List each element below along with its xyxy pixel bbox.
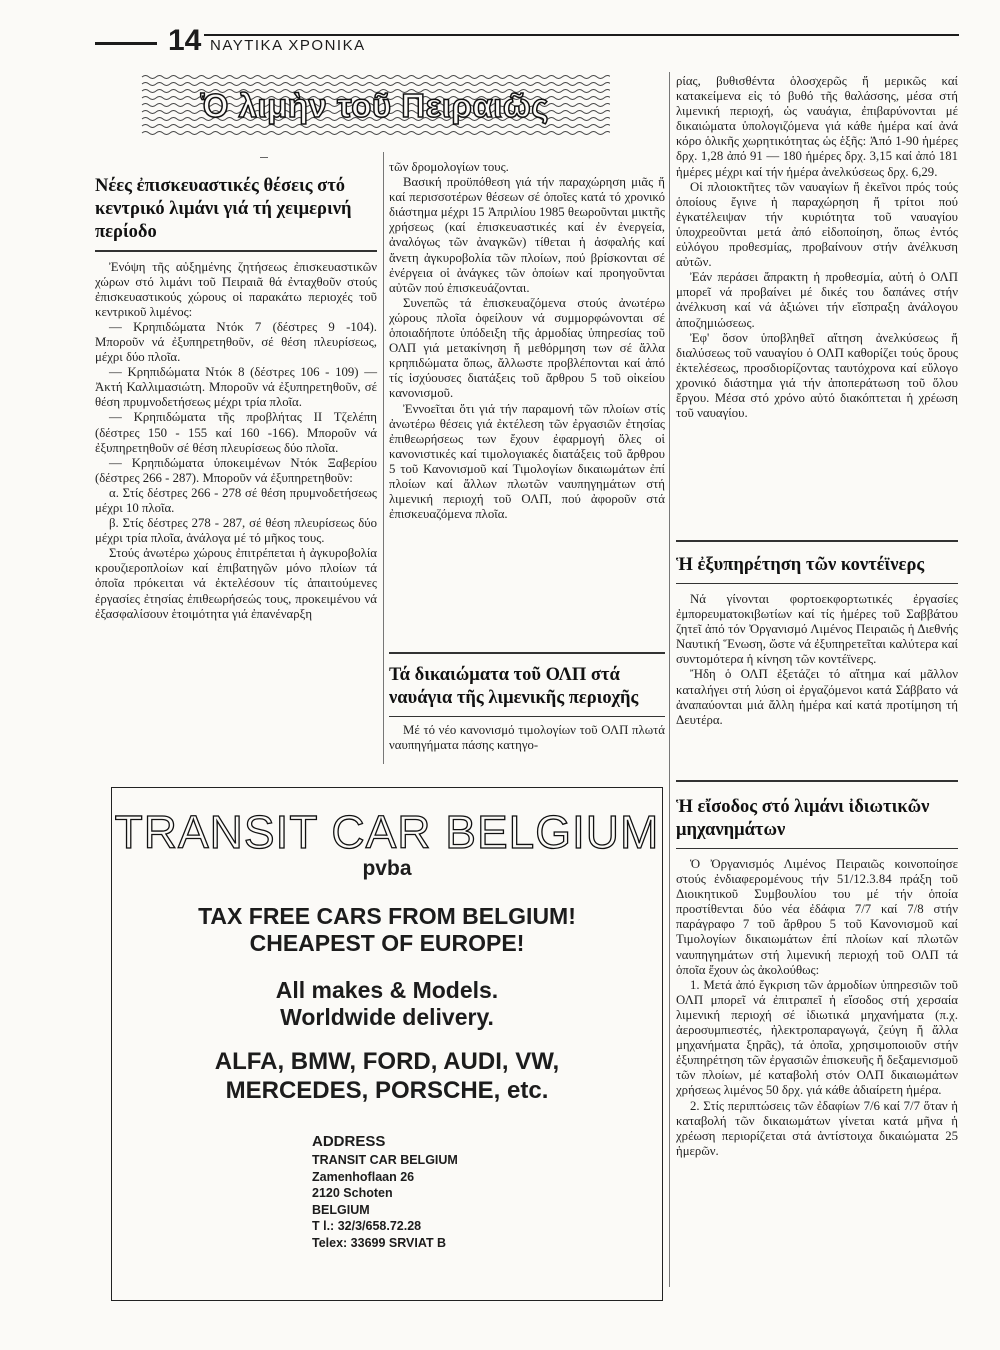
advert-brand-sub: pvba xyxy=(362,857,412,880)
header-rule-left xyxy=(95,42,157,45)
address-line: 2120 Schoten xyxy=(312,1186,393,1200)
paragraph: — Κρηπιδώματα τῆς προβλήτας ΙΙ Τζελέπη (δέστρες 150 - 155 καί 160 -166). Μποροῦν νά ἐξυπηρετηθοῦν σέ θέση πλευρίσεως δύο πλοῖα. xyxy=(95,410,377,455)
address-line: Telex: 33699 SRVIAT B xyxy=(312,1235,447,1250)
column-rule-1 xyxy=(383,152,384,764)
paragraph: — Κρηπιδώματα Ντόκ 7 (δέστρες 9 -104). Μποροῦν νά ἐξυπηρετηθοῦν, σέ θέση πλευρίσεως, μέχρι δύο πλοῖα. xyxy=(95,319,377,365)
address-line: TRANSIT CAR BELGIUM xyxy=(312,1153,458,1167)
paragraph: Βασική προϋπόθεση γιά τήν παραχώρηση μιᾶς ἤ καί περισσοτέρων θέσεων σέ ὁποῖες κατά τό χρονικό διάστημα μέχρι 15 Ἀπριλίου 1985 θεωροῦνται μικτῆς χρήσεως (καί ἐπισκευαστικές καί ἐν ἐνεργεία, ἀναλόγως τῶν ἀναγκῶν) τίθεται ἡ ἀσφαλής καί ἄνετη ἀγκυροβολία τῶν πλοίων, πού βρίσκονται σέ ἐνέργεια οἱ ἀνάγκες τῶν ὁποίων καί προηγοῦνται αὐτῶν πού ἐπισκευάζονται. xyxy=(389,175,665,295)
article-wreck-fees-continued xyxy=(676,74,958,421)
paragraph: Ἤδη ὁ ΟΛΠ ἐξετάζει τό αἴτημα καί μᾶλλον καταλήγει στή λύση οἱ ἐργαζόμενοι κατά Σάββατο νά ἀναπαύονται μιά ἄλλη ἡμέρα καί κατά προτίμηση τή Δευτέρα. xyxy=(676,667,958,727)
paragraph: Μέ τό νέο κανονισμό τιμολογίων τοῦ ΟΛΠ πλωτά ναυπηγήματα πάσης κατηγο- xyxy=(389,723,665,753)
top-mark xyxy=(260,157,268,158)
paragraph: Νά γίνονται φορτοεκφορτωτικές ἐργασίες ἐμπορευματοκιβωτίων καί τίς ἡμέρες τοῦ Σαββάτου ζητεῖ ἀπό τόν Ὀργανισμό Λιμένος Πειραιῶς ἡ Διεθνής Ναυτική Ἕνωση, ὥστε νά ἐξυπηρετεῖται καλύτερα καί συντομότερα ἡ κίνηση τῶν κοντέϊνερς. xyxy=(676,592,958,667)
advert-line-4: Worldwide delivery. xyxy=(280,1004,494,1030)
advert-line-2: CHEAPEST OF EUROPE! xyxy=(249,930,525,956)
paragraph: β. Στίς δέστρες 278 - 287, σέ θέση πλευρίσεως δύο μέχρι τρία πλοῖα, ἀνάλογα μέ τό μῆκος τους. xyxy=(95,516,377,546)
paragraph: Ἐάν περάσει ἄπρακτη ἡ προθεσμία, αὐτή ὁ ΟΛΠ μπορεῖ νά προβαίνει μέ δικές του δαπάνες στήν ἀνέλκυση καί νά ἀξιώνει τήν εἴσπραξη ἀνάλογου ἀποζημιώσεως. xyxy=(676,270,958,330)
paragraph: Οἱ πλοιοκτῆτες τῶν ναυαγίων ἤ ἐκεῖνοι πρός τούς ὁποίους ἔγινε ἡ παραχώρηση ἤ τρίτοι πού ἐγκατέλειψαν τήν κυριότητα τοῦ ναυαγίου ὑποχρεοῦνται μετά ἀπό εἰδοποίηση, ὅπως ἐντός εὐλόγου προθεσμίας, προβαίνουν στήν ἀνέλκυση αὐτῶν. xyxy=(676,179,958,270)
heading-rule-top xyxy=(676,780,958,782)
article-heading: Τά δικαιώματα τοῦ ΟΛΠ στά ναυάγια τῆς λιμενικῆς περιοχῆς xyxy=(389,664,639,708)
article-body xyxy=(95,260,377,622)
address-line: Zamenhoflaan 26 xyxy=(312,1169,415,1184)
address-line: BELGIUM xyxy=(312,1202,370,1217)
address-label: ADDRESS xyxy=(312,1133,386,1150)
paragraph: ρίας, βυθισθέντα ὁλοσχερῶς ἤ μερικῶς καί κατακείμενα εἰς τό βυθό τῆς θαλάσσης, μέσα στή λιμενική περιοχή, ὡς ναυάγια, ἐπιβαρύνονται μέ δικαιώματα ὑπολογιζόμενα γιά κάθε ἡμέρα καί ἀνά κόρο ὁλικῆς χωρητικότητας ὡς ἑξῆς: Ἀπό 1-90 ἡμέρες δρχ. 1,28 ἀπό 91 — 180 ἡμέρες δρχ. 3,15 καί ἀπό 181 ἡμέρες μέχρι καί τήν ἡμέρα ἀνελκύσεως δρχ. 6,29. xyxy=(676,74,958,179)
paragraph: Συνεπῶς τά ἐπισκευαζόμενα στούς ἀνωτέρω χώρους πλοῖα ὀφείλουν νά συμμορφώνονται σέ ὁποιαδήποτε ὑπόδειξη τῆς ἁρμοδίας ὑπηρεσίας τοῦ ΟΛΠ γιά μετακίνηση ἤ μεθόρμηση των σέ ἄλλα κρηπιδώματα ὅπως, ἄλλωστε προβλέπονται καί ἀπό τίς ἰσχύουσες διατάξεις τοῦ ἄρθρου 5 τοῦ οἰκείου κανονισμοῦ. xyxy=(389,295,665,401)
column-rule-2 xyxy=(669,72,670,1287)
paragraph: Ἐφ' ὅσον ὑποβληθεῖ αἴτηση ἀνελκύσεως ἤ διαλύσεως τοῦ ναυαγίου ὁ ΟΛΠ καθορίζει τούς ὅρους ἐκτελέσεως, προσδιορίζοντας ταυτόχρονα καί εὔλογο χρονικό διάστημα γιά τήν ἀποπεράτωση τοῦ ὅλου ἔργου. Μέσα στό χρόνο αὐτό διακόπτεται ἡ χρέωση τοῦ ναυαγίου. xyxy=(676,330,958,421)
article-body xyxy=(676,592,958,728)
article-container-service xyxy=(676,540,958,728)
heading-rule xyxy=(676,583,958,585)
paragraph: Ὁ Ὀργανισμός Λιμένος Πειραιῶς κοινοποίησε στούς ἐνδιαφερομένους τήν 51/12.3.84 πράξη τοῦ Διοικητικοῦ Συμβουλίου του μέ τήν ὁποία προστίθενται δύο νέα ἐδάφια 7/7 καί 7/8 στήν παράγραφο 7 τοῦ ἄρθρου 5 τοῦ Κανονισμοῦ καί Τιμολογίων δικαιωμάτων ἐπί πλοίων καί πλωτῶν ναυπηγημάτων στή λιμενική περιοχή τοῦ ΟΛΠ τά ὁποῖα ἔχουν ὡς ἀκολούθως: xyxy=(676,857,958,977)
publication-title: ΝΑΥΤΙΚΑ ΧΡΟΝΙΚΑ xyxy=(210,37,366,54)
heading-rule xyxy=(95,250,377,252)
section-banner xyxy=(140,72,610,140)
page-number: 14 xyxy=(168,24,202,57)
advertisement-box xyxy=(111,787,663,1301)
paragraph: 2. Στίς περιπτώσεις τῶν ἐδαφίων 7/6 καί 7/7 ὅταν ἡ καταβολή τῶν δικαιωμάτων γίνεται κατά μῆνα ἡ χρέωση περιορίζεται στά ἀντίστοιχα δικαιώματα 25 ἡμερῶν. xyxy=(676,1098,958,1158)
article-heading: Νέες ἐπισκευαστικές θέσεις στό κεντρικό λιμάνι γιά τή χειμερινή περίοδο xyxy=(95,176,352,242)
header-rule-right xyxy=(204,34,959,36)
heading-rule xyxy=(676,848,958,850)
paragraph: Στούς ἀνωτέρω χώρους ἐπιτρέπεται ἡ ἀγκυροβολία κρουζιεροπλοίων καί ἐπιβατηγῶν μόνο πλοίων τά ὁποῖα πρόκειται νά ἐκτελέσουν τίς ἀπαιτούμενες ἐργασίες ἐτησίας ἐπιθεωρήσεώς τους, προκειμένου νά ἐξασφαλίσουν ἑτοιμότητα γιά ἐπανέναρξη xyxy=(95,546,377,621)
advert-line-3: All makes & Models. xyxy=(275,977,499,1003)
advert-line-6: MERCEDES, PORSCHE, etc. xyxy=(225,1077,549,1104)
article-new-repair-berths-continued xyxy=(389,160,665,522)
paragraph: Ἐννοεῖται ὅτι γιά τήν παραμονή τῶν πλοίων στίς ἀνωτέρω θέσεις γιά ἐκτέλεση τῶν ἐργασιῶν ἐτησίας ἐπιθεωρήσεως των ἔχουν ἐφαρμογή ὅλες οἱ κανονιστικές καί τιμολογιακές διατάξεις τοῦ ἄρθρου 5 τοῦ Κανονισμοῦ καί Τιμολογίων δικαιωμάτων ἐπί πλοίων καί ἄλλων πλωτῶν ναυπηγημάτων στή λιμενική περιοχή τοῦ ΟΛΠ, πού ἀφοροῦν στά ἐπισκευαζόμενα πλοῖα. xyxy=(389,401,665,522)
address-line: T l.: 32/3/658.72.28 xyxy=(312,1219,422,1233)
advert-address xyxy=(312,1132,458,1251)
article-heading: Ἡ ἐξυπηρέτηση τῶν κοντέϊνερς xyxy=(676,554,925,575)
paragraph: 1. Μετά ἀπό ἔγκριση τῶν ἁρμοδίων ὑπηρεσιῶν τοῦ ΟΛΠ μπορεῖ νά ἐπιτραπεῖ ἡ εἴσοδος στή χερσαία λιμενική περιοχή σέ ἰδιωτικά μηχανήματα (π.χ. ἀεροσυμπιεστές, ἠλεκτροπαραγωγά, ζεύγη ἤ ἄλλα μηχανήματα ξηρᾶς), τά ὁποῖα, χρησιμοποιοῦν στήν ἐξυπηρέτηση τῶν ἐργασιῶν ἐπισκευῆς ἤ δεξαμενισμοῦ τῶν πλοίων, μέ καταβολή στόν ΟΛΠ δικαιωμάτων χρήσεως λιμένος 50 δρχ. γιά κάθε ἀδιαίρετη ἡμέρα. xyxy=(676,977,958,1098)
paragraph: — Κρηπιδώματα Ντόκ 8 (δέστρες 106 - 109) — Ἀκτή Καλλιμασιώτη. Μποροῦν νά ἐξυπηρετηθοῦν, σέ θέση πρυμνοδετήσεως μέχρι τρία πλοῖα. xyxy=(95,365,377,410)
banner-title: Ὁ λιμὴν τοῦ Πειραιῶς xyxy=(201,87,549,124)
paragraph: τῶν δρομολογίων τους. xyxy=(389,160,509,174)
advert-line-1: TAX FREE CARS FROM BELGIUM! xyxy=(198,903,576,929)
article-body xyxy=(389,723,665,753)
heading-rule-top xyxy=(389,652,665,654)
heading-rule-top xyxy=(676,540,958,542)
article-new-repair-berths xyxy=(95,158,377,622)
paragraph: Ἐνόψη τῆς αὐξημένης ζητήσεως ἐπισκευαστικῶν χώρων στό λιμάνι τοῦ Πειραιᾶ θά ἐνταχθοῦν στούς ἐπισκευαστικούς χώρους οἱ παρακάτω περιοχές τοῦ κεντρικοῦ λιμένος: xyxy=(95,259,377,319)
article-wreck-fees xyxy=(389,652,665,753)
article-body xyxy=(676,857,958,1159)
paragraph: α. Στίς δέστρες 266 - 278 σέ θέση πρυμνοδετήσεως μέχρι 10 πλοῖα. xyxy=(95,485,377,515)
advert-brand: TRANSIT CAR BELGIUM xyxy=(114,806,660,858)
article-heading: Ἡ εἴσοδος στό λιμάνι ἰδιωτικῶν μηχανημάτων xyxy=(676,796,930,840)
paragraph: — Κρηπιδώματα ὑποκειμένων Ντόκ Ξαβερίου (δέστρες 266 - 287). Μποροῦν νά ἐξυπηρετηθοῦν: xyxy=(95,455,377,485)
heading-rule xyxy=(389,716,665,718)
article-private-machinery xyxy=(676,780,958,1159)
advert-line-5: ALFA, BMW, FORD, AUDI, VW, xyxy=(214,1048,560,1075)
